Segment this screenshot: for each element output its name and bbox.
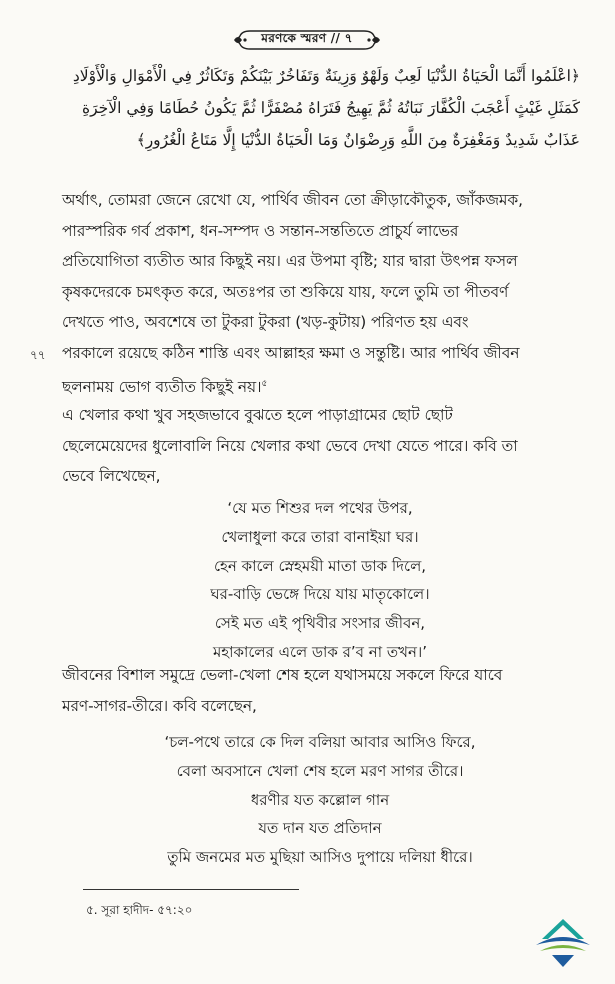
footnote-text: ৫. সূরা হাদীদ- ৫৭:২০ xyxy=(86,903,193,917)
running-header xyxy=(232,28,382,52)
poem-line: তুমি জনমের মত মুছিয়া আসিও দুপায়ে দলিয়া ধীরে। xyxy=(167,848,473,867)
verse-line: ﴿اعْلَمُوا أَنَّمَا الْحَيَاةُ الدُّنْيَا لَعِبٌ وَلَهْوٌ وَزِينَةٌ وَتَفَاخُرٌ بَيْنَكُمْ وَتَكَاثُرٌ فِي الْأَمْوَالِ وَالْأَوْلَادِ xyxy=(72,67,580,85)
text-line: পারস্পরিক গর্ব প্রকাশ, ধন-সম্পদ ও সন্তান-সন্ততিতে প্রাচুর্য লাভের xyxy=(62,221,459,240)
text-line: মরণ-সাগর-তীরে। কবি বলেছেন, xyxy=(62,696,257,715)
text-line: এ খেলার কথা খুব সহজভাবে বুঝতে হলে পাড়াগ্রামের ছোট ছোট xyxy=(62,406,453,424)
poem-line: ‘চল-পথে তারে কে দিল বলিয়া আবার আসিও ফিরে, xyxy=(164,733,476,751)
text-line: অর্থাৎ, তোমরা জেনে রেখো যে, পার্থিব জীবন তো ক্রীড়াকৌতুক, জাঁকজমক, xyxy=(62,191,523,209)
verse-line: عَذَابٌ شَدِيدٌ وَمَغْفِرَةٌ مِنَ اللَّهِ وَرِضْوَانٌ وَمَا الْحَيَاةُ الدُّنْيَا إِلَّا مَتَاعُ الْغُرُورِ﴾ xyxy=(136,131,580,149)
paragraph-children-game xyxy=(62,400,582,492)
poem-line: ধরণীর যত কল্লোল গান xyxy=(250,790,390,809)
poem-line: সেই মত এই পৃথিবীর সংসার জীবন, xyxy=(214,614,426,633)
footnote-ref: ৫ xyxy=(261,378,268,389)
text-line: পরকালে রয়েছে কঠিন শাস্তি এবং আল্লাহর ক্ষমা ও সন্তুষ্টি। আর পার্থিব জীবন xyxy=(62,343,520,362)
publisher-logo-icon xyxy=(532,915,594,971)
poem-line: ‘যে মত শিশুর দল পথের উপর, xyxy=(227,499,413,517)
translation-paragraph xyxy=(62,185,582,402)
text-line: ভেবে লিখেছেন, xyxy=(62,467,161,486)
text-line: কৃষকদেরকে চমৎকৃত করে, অতঃপর তা শুকিয়ে যায়, ফলে তুমি তা পীতবর্ণ xyxy=(62,282,509,301)
quran-verse-block xyxy=(40,60,580,156)
poem-line: খেলাধুলা করে তারা বানাইয়া ঘর। xyxy=(221,527,419,546)
header-title: মরণকে স্মরণ // ৭ xyxy=(261,31,353,45)
text-line: প্রতিযোগিতা ব্যতীত আর কিছুই নয়। এর উপমা বৃষ্টি; যার দ্বারা উৎপন্ন ফসল xyxy=(62,252,518,271)
poem-stanza-2 xyxy=(40,728,600,872)
text-line: জীবনের বিশাল সমুদ্রে ভেলা-খেলা শেষ হলে যথাসময়ে সকলে ফিরে যাবে xyxy=(62,666,503,684)
poem-line: যত দান যত প্রতিদান xyxy=(258,819,382,838)
text-line: ছেলেমেয়েদের ধুলোবালি নিয়ে খেলার কথা ভেবে দেখা যেতে পারে। কবি তা xyxy=(62,436,518,455)
footnote-divider xyxy=(83,889,299,890)
poem-line: ঘর-বাড়ি ভেঙ্গে দিয়ে যায় মাতৃকোলে। xyxy=(210,585,430,604)
text-line: ছলনাময় ভোগ ব্যতীত কিছুই নয়।$^৫$ xyxy=(62,377,268,396)
paragraph-life-ocean xyxy=(62,660,582,721)
text-line: দেখতে পাও, অবশেষে তা টুকরা টুকরা (খড়-কুটায়) পরিণত হয় এবং xyxy=(62,313,469,332)
margin-mark: ৭৭ xyxy=(30,348,46,362)
poem-line: মহাকালের এলে ডাক র’ব না তখন।’ xyxy=(212,642,428,661)
verse-line: كَمَثَلِ غَيْثٍ أَعْجَبَ الْكُفَّارَ نَبَاتُهُ ثُمَّ يَهِيجُ فَتَرَاهُ مُصْفَرًّا ثُمَّ يَكُونُ حُطَامًا وَفِي الْآخِرَةِ xyxy=(82,99,580,117)
poem-line: বেলা অবসানে খেলা শেষ হলে মরণ সাগর তীরে। xyxy=(176,761,464,780)
poem-stanza-1 xyxy=(40,494,600,667)
page-number: ৭ xyxy=(344,31,353,45)
poem-line: হেন কালে স্নেহময়ী মাতা ডাক দিলে, xyxy=(213,556,427,575)
